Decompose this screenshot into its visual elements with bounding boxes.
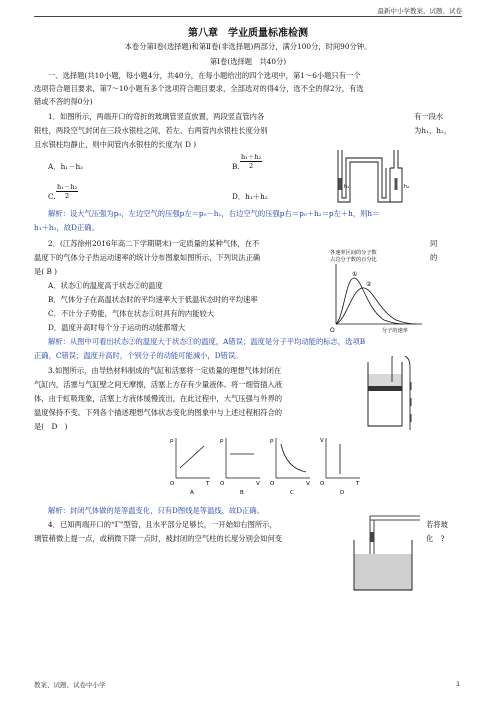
section1-line2: 选项符合题目要求，第7～10小题有多个选项符合题目要求，全部选对的得4分，选不全的得2分，有选 bbox=[34, 84, 364, 93]
q1-line2: 银柱，两段空气封闭在三段水银柱之间，若左、右两管内水银柱长度分别 bbox=[34, 126, 268, 135]
section1-line1: 一、选择题(共10小题，每小题4分，共40分，在每小题给出的四个选项中，第1～6小题只有一个 bbox=[48, 71, 361, 80]
q2-line2-right: 的 bbox=[430, 253, 438, 262]
q3-line3: 体，由于虹吸现象，活塞上方液体缓慢流出，在此过程中，大气压强与外界的 bbox=[34, 394, 283, 403]
mercury-plug bbox=[371, 532, 374, 542]
chapter-title: 第八章 学业质量标准检测 bbox=[188, 28, 308, 39]
graph-a bbox=[170, 438, 210, 496]
tube-right-path bbox=[390, 150, 402, 202]
q1-bent-tube-figure bbox=[332, 148, 412, 206]
q1-line3: 且水银柱均静止，则中间管内水银柱的长度为( D ) bbox=[34, 140, 197, 149]
graph-d-x: T bbox=[356, 481, 360, 487]
graph-c-x: V bbox=[306, 481, 310, 487]
q2-option-a: A．状态①的温度高于状态②的温度 bbox=[48, 281, 163, 290]
graph-b-y: p bbox=[220, 438, 224, 444]
part1-heading: 第Ⅰ卷(选择题 共40分) bbox=[209, 57, 287, 66]
tube-inner-path bbox=[342, 150, 386, 198]
siphon-tube bbox=[392, 356, 410, 430]
q1-line1: 1．如图所示，两端开口的弯折的玻璃管竖直放置，两段竖直管内各 bbox=[48, 112, 265, 121]
q2-solution-line2: 正确，C错误；温度升高时，个别分子的动能可能减小，D错误。 bbox=[34, 351, 243, 360]
q4-gamma-tube-figure bbox=[350, 510, 424, 594]
q1-option-d: D．h₁＋h₂ bbox=[232, 192, 268, 201]
graph-c-label: C bbox=[290, 490, 294, 496]
q2-line1-right: 同 bbox=[430, 239, 438, 248]
piston bbox=[369, 386, 402, 391]
fig-xlabel: 分子的速率 bbox=[382, 328, 408, 334]
section1-line3: 错或不答的得0分) bbox=[34, 97, 93, 106]
right-mercury-column bbox=[395, 178, 398, 190]
footer-text: 教案、试题、试卷中小学 bbox=[34, 681, 106, 689]
q3-line4: 温度保持不变。下列各个描述理想气体状态变化的图象中与上述过程相符合的 bbox=[34, 408, 283, 417]
graph-d-label: D bbox=[340, 490, 345, 496]
q3-line1: 3.如图所示，由导热材料制成的气缸和活塞将一定质量的理想气体封闭在 bbox=[48, 366, 282, 375]
q1-option-b-numerator: h₁＋h₂ bbox=[241, 153, 262, 161]
q1-option-c-label: C. bbox=[48, 192, 56, 201]
graph-a-x: T bbox=[206, 481, 210, 487]
q1-solution-line2: h₁＋h₂，故D正确。 bbox=[34, 223, 99, 232]
graph-b-label: B bbox=[240, 490, 244, 496]
left-mercury-column bbox=[339, 178, 342, 190]
page-header: 最新中小学教案、试题、试卷 bbox=[377, 7, 462, 15]
page-number: 1 bbox=[456, 680, 461, 688]
q1-option-b-label: B. bbox=[232, 162, 240, 171]
fig-ylabel-line2: 占总分子数的百分比 bbox=[330, 257, 377, 263]
q1-solution-line1: 解析：设大气压强为p₀，左边空气的压强p左＝p₀－h₁，右边空气的压强p右＝p₀＋h₂＝p左＋h，则h＝ bbox=[48, 209, 380, 218]
q3-line2: 气缸内，活塞与气缸壁之间无摩擦，活塞上方存有少量液体。将一细管插入液 bbox=[34, 380, 283, 389]
liquid-layer bbox=[369, 374, 402, 386]
q1-option-c-denominator: 2 bbox=[64, 192, 70, 200]
fig-h1-label: h₁ bbox=[344, 184, 350, 190]
q2-line3: 是( B ) bbox=[34, 267, 57, 276]
q3-cylinder-siphon-figure bbox=[364, 356, 424, 438]
graph-d-y: V bbox=[320, 438, 324, 444]
q1-option-b-denominator: 2 bbox=[248, 162, 254, 170]
fig-h2-label: h₂ bbox=[404, 184, 410, 190]
q1-line2-right: 为h₁、h₂， bbox=[414, 126, 452, 135]
horizontal-tube bbox=[370, 516, 420, 520]
q1-line1-right: 有一段水 bbox=[414, 112, 444, 121]
q4-line1: 4．已知两端开口的“Γ”型管，且水平部分足够长，一开始如右图所示， bbox=[48, 520, 277, 529]
q2-line1: 2．(江苏徐州2016年高二下学期期末)一定质量的某种气体，在不 bbox=[48, 239, 260, 248]
q1-option-a: A．h₁－h₂ bbox=[48, 162, 84, 171]
intro-line: 本卷分第Ⅰ卷(选择题)和第Ⅱ卷(非选择题)两部分，满分100分，时间90分钟。 bbox=[124, 42, 372, 51]
q1-option-c-fraction bbox=[56, 182, 78, 200]
q2-speed-distribution-figure bbox=[326, 246, 430, 334]
q2-option-b: B．气体分子在高温状态时的平均速率大于低温状态时的平均速率 bbox=[48, 295, 258, 304]
fig-curve1-label: ① bbox=[352, 271, 358, 278]
fig-curve-2 bbox=[336, 288, 416, 324]
fig-curve2-label: ② bbox=[366, 281, 372, 288]
graph-c bbox=[270, 438, 310, 496]
q1-option-b-fraction bbox=[240, 152, 262, 170]
q3-graph-options bbox=[168, 434, 368, 496]
q4-line2: 璃管稍微上提一点，或稍微下降一点时，被封闭的空气柱的长度分别会如何变 bbox=[34, 534, 283, 543]
graph-a-origin: O bbox=[170, 481, 175, 487]
graph-b-x: V bbox=[256, 481, 260, 487]
graph-b bbox=[220, 438, 260, 496]
q4-line2-right: 化 ? bbox=[426, 534, 445, 543]
graph-c-y: p bbox=[270, 438, 274, 444]
fig-ylabel-line1: 各速率区间的分子数 bbox=[330, 250, 377, 256]
graph-a-y: p bbox=[170, 438, 174, 444]
q3-solution: 解析：封闭气体做的是等温变化，只有D图线是等温线，故D正确。 bbox=[48, 506, 265, 515]
q1-option-c-numerator: h₁－h₂ bbox=[57, 183, 78, 191]
graph-a-label: A bbox=[190, 490, 194, 496]
graph-d bbox=[320, 438, 360, 496]
header-divider bbox=[34, 16, 462, 17]
q4-line1-right: 若将玻 bbox=[426, 520, 448, 529]
cylinder-wall bbox=[368, 362, 402, 426]
graph-c-origin: O bbox=[270, 481, 275, 487]
q2-option-d: D．温度升高时每个分子运动的动能都增大 bbox=[48, 323, 186, 332]
graph-b-origin: O bbox=[220, 481, 225, 487]
fig-origin-label: O bbox=[330, 327, 335, 334]
q2-option-c: C．不计分子势能，气体在状态①时具有的内能较大 bbox=[48, 309, 215, 318]
graph-d-origin: O bbox=[320, 481, 325, 487]
q2-line2: 温度下的气体分子热运动速率的统计分布图象如图所示，下列说法正确 bbox=[34, 253, 261, 262]
tank-liquid bbox=[355, 554, 412, 590]
q3-line5: 是( D ) bbox=[34, 422, 68, 431]
q2-solution-line1: 解析：从图中可看出状态②的温度大于状态①的温度，A错误；温度是分子平均动能的标志，选项B bbox=[48, 337, 366, 346]
